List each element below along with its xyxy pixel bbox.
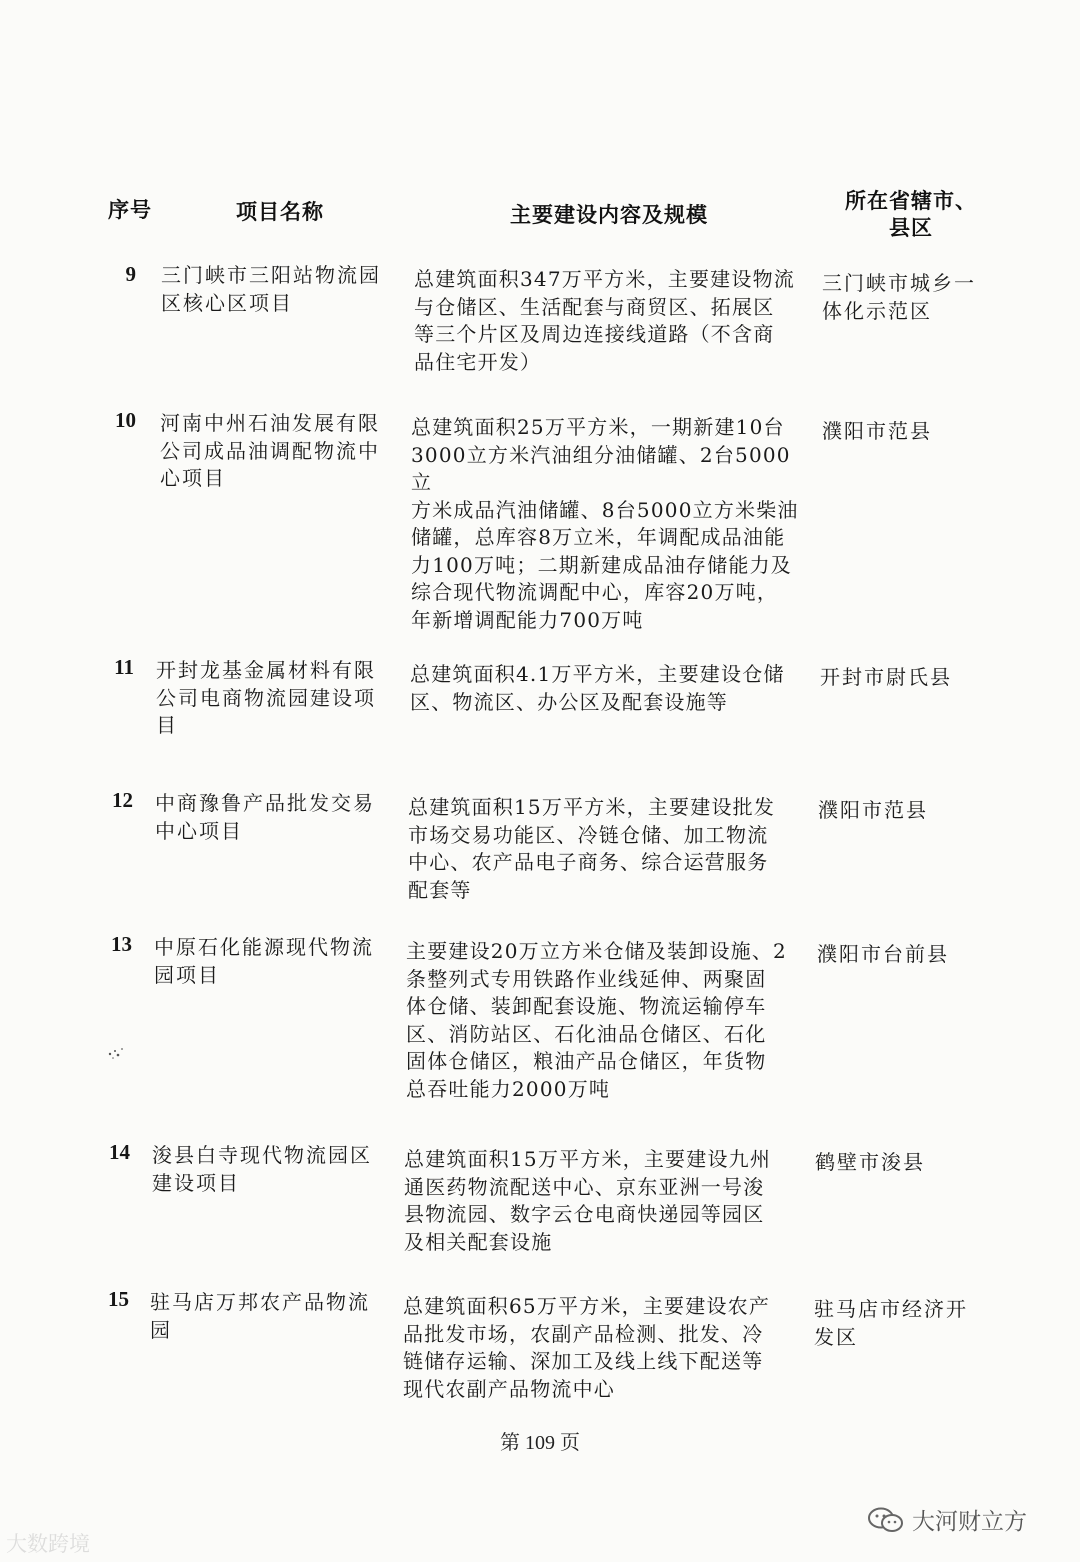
header-location: 所在省辖市、 县区 <box>845 189 977 240</box>
header-content: 主要建设内容及规模 <box>510 203 708 227</box>
watermark-left <box>6 1528 90 1558</box>
row-seq: 12 <box>112 788 133 812</box>
row-content: 总建筑面积15万平方米，主要建设九州 通医药物流配送中心、京东亚洲一号浚 县物流园、数字云仓电商快递园等园区 及相关配套设施 <box>404 1147 772 1254</box>
row-content: 总建筑面积4.1万平方米，主要建设仓储 区、物流区、办公区及配套设施等 <box>410 662 785 714</box>
row-content: 总建筑面积347万平方米，主要建设物流 与仓储区、生活配套与商贸区、拓展区 等三个片区及周边连接线道路（不含商 品住宅开发） <box>414 267 795 374</box>
row-name: 中原石化能源现代物流 园项目 <box>154 935 374 987</box>
watermark-right <box>866 1503 1027 1536</box>
row-seq: 13 <box>111 932 132 956</box>
page-number: 第 109 页 <box>500 1432 580 1454</box>
row-seq: 11 <box>114 655 134 679</box>
watermark-right-text: 大河财立方 <box>912 1509 1027 1535</box>
row-location: 鹤壁市浚县 <box>815 1150 925 1174</box>
row-content: 总建筑面积15万平方米，主要建设批发 市场交易功能区、冷链仓储、加工物流 中心、农产品电子商务、综合运营服务 配套等 <box>408 795 776 902</box>
header-seq: 序号 <box>108 198 152 222</box>
row-name: 三门峡市三阳站物流园 区核心区项目 <box>161 263 381 315</box>
row-name: 中商豫鲁产品批发交易 中心项目 <box>155 791 375 843</box>
row-name: 开封龙基金属材料有限 公司电商物流园建设项 目 <box>156 658 376 737</box>
watermark-left-text: 大数跨境 <box>6 1532 90 1556</box>
row-location: 开封市尉氏县 <box>820 665 952 689</box>
row-location: 濮阳市范县 <box>822 419 932 443</box>
row-name: 浚县白寺现代物流园区 建设项目 <box>152 1143 372 1195</box>
row-location: 濮阳市台前县 <box>817 942 949 966</box>
wechat-icon <box>866 1505 906 1535</box>
row-seq: 9 <box>125 262 136 286</box>
row-location: 三门峡市城乡一 体化示范区 <box>822 271 976 323</box>
row-seq: 14 <box>109 1140 130 1164</box>
row-content: 总建筑面积25万平方米，一期新建10台 3000立方米汽油组分油储罐、2台5000立 方米成品汽油储罐、8台5000立方米柴油 储罐，总库容8万立米，年调配成品油能 力100万吨；二期新建成品油存储能力及 综合现代物流调配中心，库容20万吨， 年新增调配能力700万吨 <box>411 415 799 632</box>
scan-speck <box>104 1042 130 1064</box>
row-name: 驻马店万邦农产品物流 园 <box>150 1290 370 1342</box>
header-name: 项目名称 <box>236 200 324 224</box>
row-seq: 15 <box>108 1287 129 1311</box>
row-content: 主要建设20万立方米仓储及装卸设施、2 条整列式专用铁路作业线延伸、两聚固 体仓储、装卸配套设施、物流运输停车 区、消防站区、石化油品仓储区、石化 固体仓储区，粮油产品仓储区，年货物 总吞吐能力2000万吨 <box>406 939 787 1101</box>
row-name: 河南中州石油发展有限 公司成品油调配物流中 心项目 <box>160 411 380 490</box>
row-seq: 10 <box>115 408 136 432</box>
row-content: 总建筑面积65万平方米，主要建设农产 品批发市场，农副产品检测、批发、冷 链储存运输、深加工及线上线下配送等 现代农副产品物流中心 <box>403 1294 771 1401</box>
row-location: 驻马店市经济开 发区 <box>814 1297 968 1349</box>
row-location: 濮阳市范县 <box>818 798 928 822</box>
